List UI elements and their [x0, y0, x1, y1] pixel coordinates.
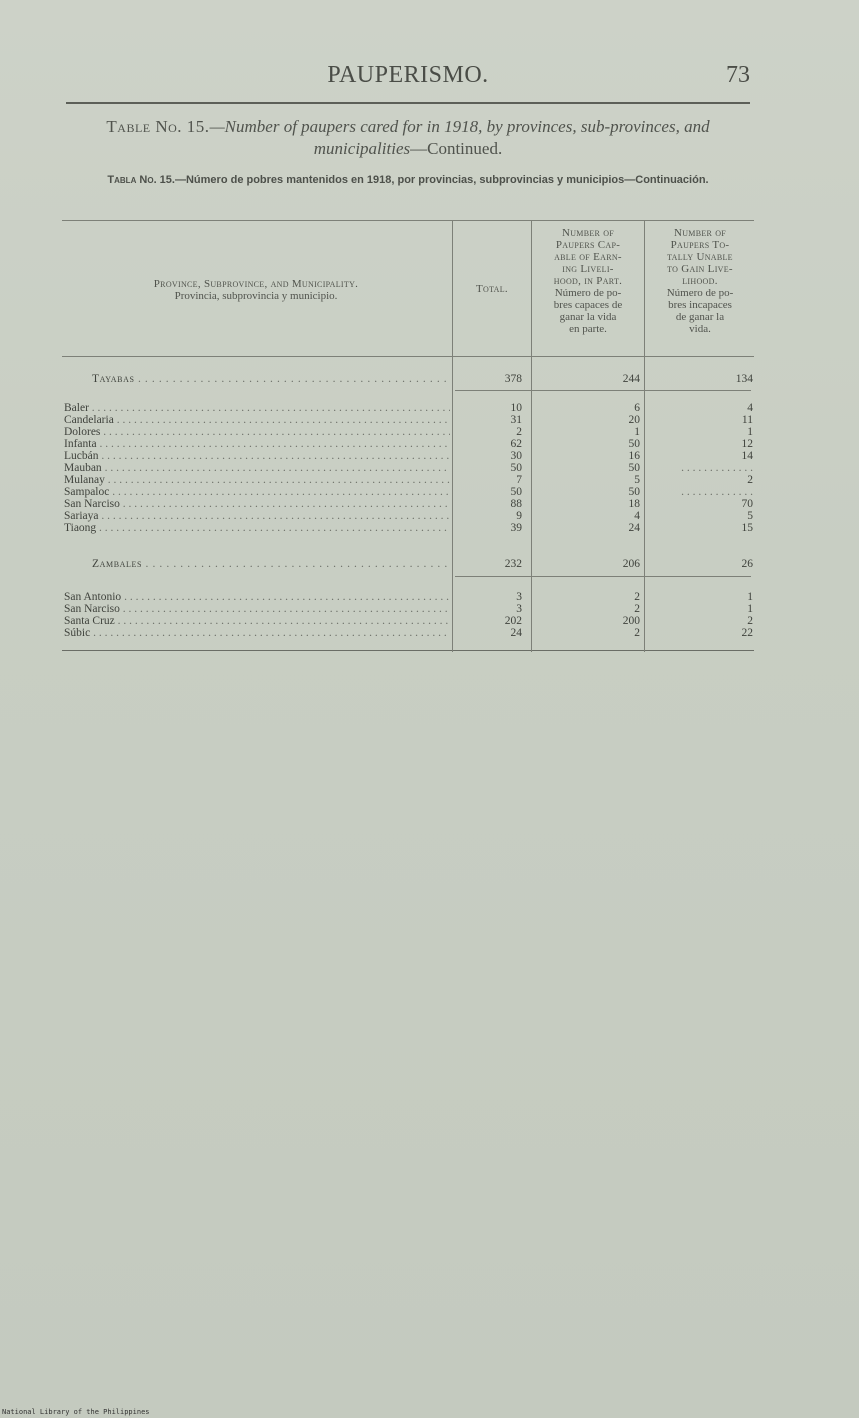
total-value: 31: [510, 414, 522, 426]
footer-credit: National Library of the Philippines: [2, 1408, 150, 1416]
header-line: to Gain Live-: [667, 263, 733, 275]
header-line: Número de po-: [554, 287, 622, 299]
province-row-zambales: [62, 558, 754, 570]
header-line: en parte.: [569, 323, 607, 335]
table-row: [62, 486, 754, 498]
municipality-name: San Narciso . . .: [64, 498, 450, 510]
part-value: 50: [628, 462, 640, 474]
total-value: 88: [510, 498, 522, 510]
total-value: 7: [516, 474, 522, 486]
total-value: 10: [510, 402, 522, 414]
part-value: 1: [634, 426, 640, 438]
total-value: 3: [516, 591, 522, 603]
header-line: Number of: [561, 227, 615, 239]
header-line: Número de po-: [666, 287, 734, 299]
total-value: 3: [516, 603, 522, 615]
column-header-total-label: Total.: [476, 283, 508, 295]
table-row: [62, 462, 754, 474]
part-value: 18: [628, 498, 640, 510]
table-title-spanish: [66, 173, 750, 188]
tabla-label: Tabla No. 15.: [107, 174, 175, 186]
total-value: 2: [516, 426, 522, 438]
column-header-part: [532, 227, 644, 335]
part-value: 20: [628, 414, 640, 426]
part-value: 206: [622, 558, 640, 570]
column-header-total: [453, 283, 531, 295]
header-line: hood, in Part.: [553, 275, 623, 287]
unable-value: 22: [741, 627, 753, 639]
column-header-unable-en: [645, 227, 755, 287]
sum-rule: [455, 390, 751, 391]
province-row-tayabas: [62, 373, 754, 385]
municipality-name: Santa Cruz . . .: [64, 615, 450, 627]
table-row: [62, 414, 754, 426]
unable-value: 12: [741, 438, 753, 450]
part-value: 24: [628, 522, 640, 534]
empty-cell-dots: . . . . . . . . . . . . .: [681, 462, 753, 474]
table-row: [62, 591, 754, 603]
header-rule: [66, 102, 750, 104]
table-row: [62, 438, 754, 450]
municipality-name: Mulanay . . .: [64, 474, 450, 486]
header-line: bres capaces de: [553, 299, 623, 311]
table-row: [62, 450, 754, 462]
unable-value: 14: [741, 450, 753, 462]
municipality-name: Dolores . . .: [64, 426, 450, 438]
part-value: 50: [628, 486, 640, 498]
header-line: tally Unable: [667, 251, 733, 263]
part-value: 244: [622, 373, 640, 385]
part-value: 6: [634, 402, 640, 414]
unable-value: 70: [741, 498, 753, 510]
table-row: [62, 474, 754, 486]
table-row: [62, 510, 754, 522]
total-value: 50: [510, 462, 522, 474]
unable-value: 11: [741, 414, 753, 426]
header-line: ing Liveli-: [562, 263, 614, 275]
municipality-name: Candelaria . . .: [64, 414, 450, 426]
header-line: bres incapaces: [668, 299, 732, 311]
table-row: [62, 603, 754, 615]
header-line: Number of: [673, 227, 727, 239]
unable-value: 2: [747, 474, 753, 486]
total-value: 39: [510, 522, 522, 534]
unable-value: 26: [741, 558, 753, 570]
municipality-name: San Narciso . . .: [64, 603, 450, 615]
table-row: [62, 615, 754, 627]
table-row: [62, 498, 754, 510]
part-value: 200: [622, 615, 640, 627]
page-number: 73: [726, 62, 750, 88]
table-row: [62, 402, 754, 414]
part-value: 5: [634, 474, 640, 486]
header-line: Paupers To-: [670, 239, 730, 251]
part-value: 2: [634, 591, 640, 603]
header-line: Paupers Cap-: [555, 239, 621, 251]
header-line: lihood.: [682, 275, 718, 287]
column-header-place-en: Province, Subprovince, and Municipality.: [153, 278, 359, 290]
municipality-name: Sariaya . . .: [64, 510, 450, 522]
part-value: 4: [634, 510, 640, 522]
table-label: Table No. 15.: [106, 117, 210, 136]
unable-value: 2: [747, 615, 753, 627]
province-name: Tayabas . . .: [92, 373, 450, 385]
column-header-part-es: [532, 287, 644, 335]
total-value: 24: [510, 627, 522, 639]
total-value: 30: [510, 450, 522, 462]
unable-value: 4: [747, 402, 753, 414]
running-header: [66, 62, 750, 96]
unable-value: 15: [741, 522, 753, 534]
province-name: Zambales . . .: [92, 558, 450, 570]
unable-value: 1: [747, 426, 753, 438]
table-caption-suffix: —Continued.: [410, 139, 503, 158]
empty-cell-dots: . . . . . . . . . . . . .: [681, 486, 753, 498]
unable-value: 1: [747, 603, 753, 615]
column-header-unable-es: [645, 287, 755, 335]
table-head-rule: [62, 356, 754, 357]
municipality-name: Sampaloc . . .: [64, 486, 450, 498]
column-header-unable: [645, 227, 755, 335]
municipality-name: San Antonio . . .: [64, 591, 450, 603]
table-top-rule: [62, 220, 754, 221]
unable-value: 5: [747, 510, 753, 522]
municipality-name: Lucbán . . .: [64, 450, 450, 462]
table-title-english: [66, 116, 750, 160]
header-line: de ganar la: [675, 311, 725, 323]
municipality-name: Mauban . . .: [64, 462, 450, 474]
table-row: [62, 522, 754, 534]
column-header-place: [62, 278, 450, 302]
header-line: able of Earn-: [554, 251, 622, 263]
municipality-name: Súbic . . .: [64, 627, 450, 639]
part-value: 16: [628, 450, 640, 462]
municipality-name: Infanta . . .: [64, 438, 450, 450]
total-value: 202: [504, 615, 522, 627]
part-value: 50: [628, 438, 640, 450]
table-caption-italic: —Number of paupers cared for in 1918, by provinces, sub-provinces, and municipalities: [209, 117, 710, 158]
column-header-part-en: [532, 227, 644, 287]
table-bottom-rule: [62, 650, 754, 651]
header-line: vida.: [689, 323, 711, 335]
part-value: 2: [634, 603, 640, 615]
total-value: 378: [504, 373, 522, 385]
tabla-caption: —Número de pobres mantenidos en 1918, por provincias, subprovincias y municipios—Continuación.: [174, 174, 709, 186]
total-value: 232: [504, 558, 522, 570]
header-line: ganar la vida: [559, 311, 617, 323]
total-value: 50: [510, 486, 522, 498]
total-value: 62: [510, 438, 522, 450]
table-row: [62, 627, 754, 639]
sum-rule: [455, 576, 751, 577]
municipality-name: Baler . . .: [64, 402, 450, 414]
part-value: 2: [634, 627, 640, 639]
municipality-name: Tiaong . . .: [64, 522, 450, 534]
running-title: PAUPERISMO.: [327, 62, 489, 88]
unable-value: 134: [735, 373, 753, 385]
unable-value: 1: [747, 591, 753, 603]
column-header-place-es: Provincia, subprovincia y municipio.: [174, 290, 338, 302]
total-value: 9: [516, 510, 522, 522]
table-row: [62, 426, 754, 438]
